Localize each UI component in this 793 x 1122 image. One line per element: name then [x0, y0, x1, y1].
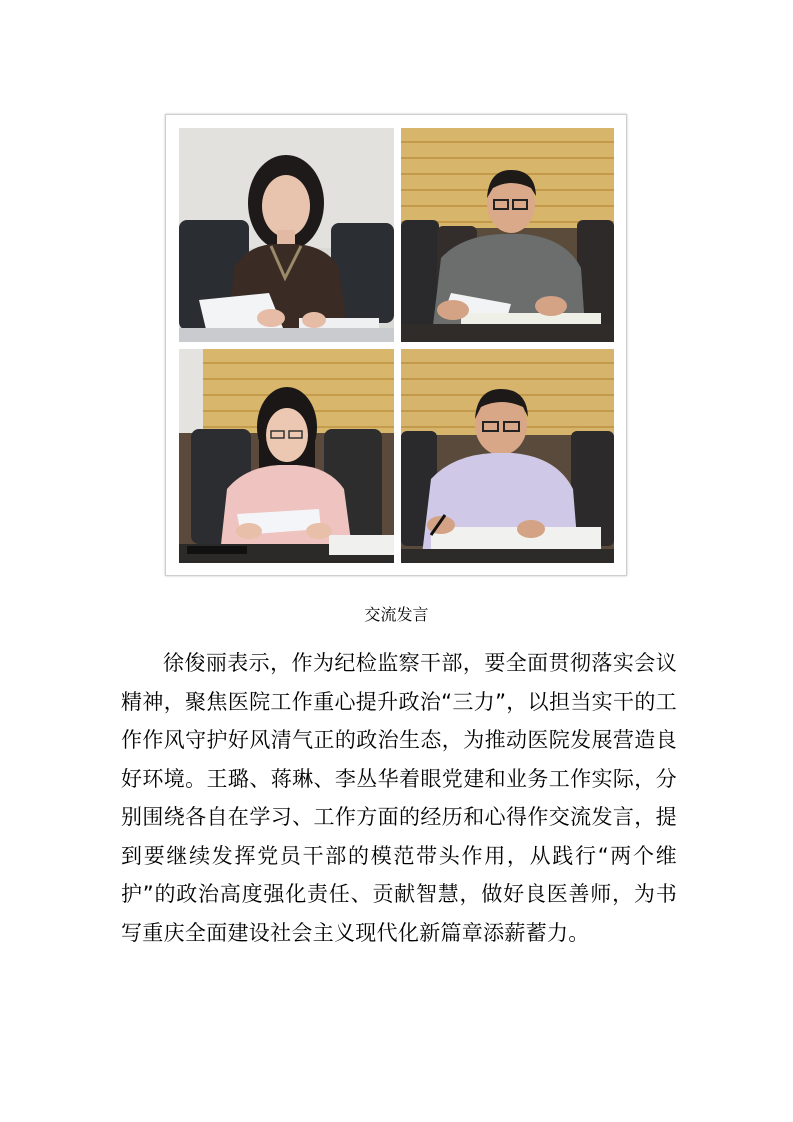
- photo-man-writing: [401, 349, 614, 563]
- photo-collage: [165, 114, 627, 576]
- photo-man-reading: [401, 128, 614, 342]
- photo-woman-speaking: [179, 128, 394, 342]
- photo-woman-reading: [179, 349, 394, 563]
- figure-caption: 交流发言: [364, 605, 429, 624]
- body-paragraph: 徐俊丽表示，作为纪检监察干部，要全面贯彻落实会议精神，聚焦医院工作重心提升政治“三力”，以担当实干的工作作风守护好风清气正的政治生态，为推动医院发展营造良好环境。王璐、蒋琳、李丛华着眼党建和业务工作实际，分别围绕各自在学习、工作方面的经历和心得作交流发言，提到要继续发挥党员干部的模范带头作用，从践行“两个维护”的政治高度强化责任、贡献智慧，做好良医善师，为书写重庆全面建设社会主义现代化新篇章添薪蓄力。: [121, 651, 677, 945]
